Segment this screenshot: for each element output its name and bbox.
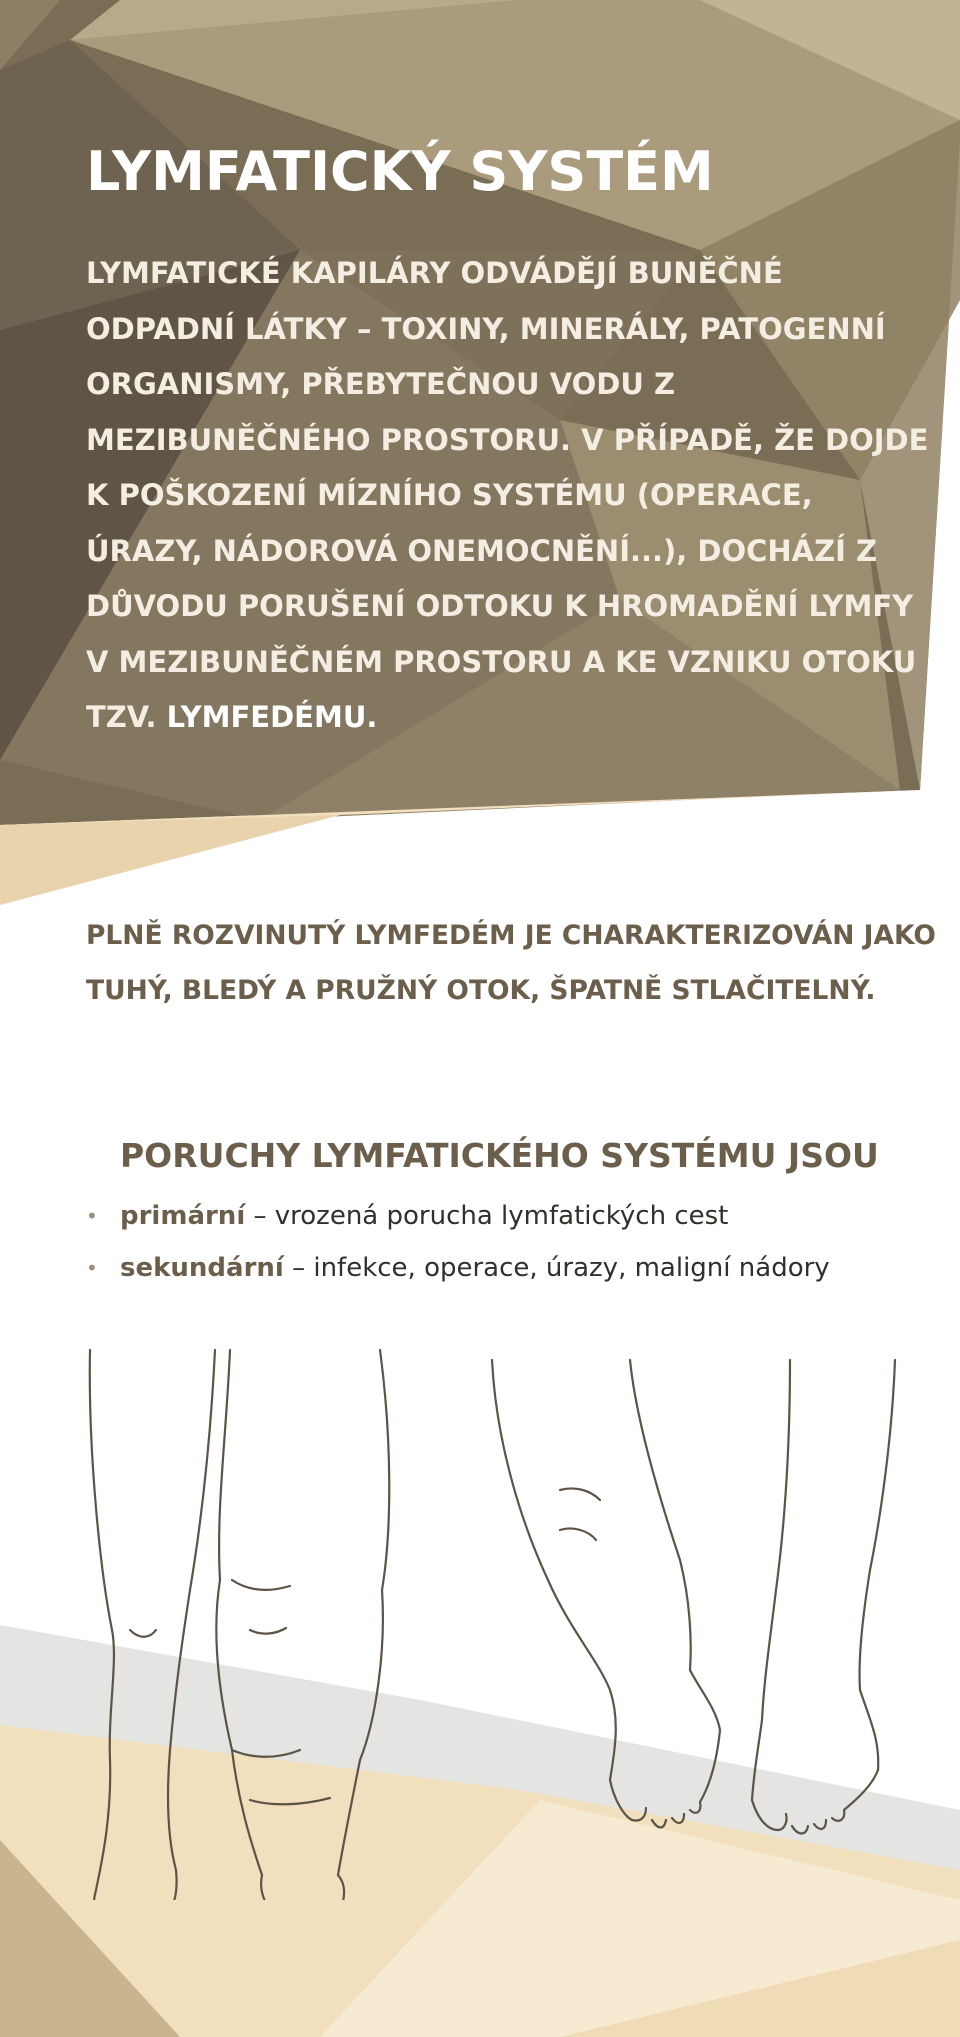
list-item-term: sekundární [120, 1253, 284, 1283]
arm-outline [859, 1360, 895, 1770]
skin-fold [560, 1488, 600, 1540]
leg-outline [168, 1350, 215, 1870]
list-item [86, 1190, 946, 1242]
swollen-arm-outline [492, 1360, 616, 1780]
list-item [86, 1242, 946, 1294]
swollen-leg-outline [338, 1350, 389, 1875]
foot-outline [94, 1870, 177, 1900]
swollen-arm-outline [630, 1360, 720, 1730]
bullet-icon: • [86, 1256, 98, 1280]
disorders-list [86, 1190, 946, 1294]
list-item-text: – vrozená porucha lymfatických cest [245, 1201, 729, 1231]
arms-lymphedema-illustration [492, 1360, 895, 1834]
leg-outline [90, 1350, 114, 1890]
disorders-heading: PORUCHY LYMFATICKÉHO SYSTÉMU JSOU [120, 1136, 879, 1175]
arm-outline [752, 1360, 790, 1800]
hand-outline [610, 1730, 720, 1828]
swollen-leg-outline [216, 1350, 262, 1875]
bullet-icon: • [86, 1204, 98, 1228]
page-title: LYMFATICKÝ SYSTÉM [86, 140, 714, 203]
intro-paragraph [86, 246, 936, 746]
intro-text: LYMFATICKÉ KAPILÁRY ODVÁDĚJÍ BUNĚČNÉ ODPADNÍ LÁTKY – TOXINY, MINERÁLY, PATOGENNÍ ORGANISMY, PŘEBYTEČNOU VODU Z MEZIBUNĚČNÉHO PROSTORU. V PŘÍPADĚ, ŽE DOJDE K POŠKOZENÍ MÍZNÍHO SYSTÉMU (OPERACE, ÚRAZY, NÁDOROVÁ ONEMOCNĚNÍ...), DOCHÁZÍ Z DŮVODU PORUŠENÍ ODTOKU K HROMADĚNÍ LYMFY V MEZIBUNĚČNÉM PROSTORU A KE VZNIKU OTOKU TZV. [86, 256, 929, 734]
beige-strip-facet [0, 815, 340, 905]
hand-outline [752, 1770, 878, 1834]
knee-line [130, 1630, 156, 1637]
foot-outline [261, 1875, 344, 1900]
skin-fold [232, 1580, 290, 1634]
legs-lymphedema-illustration [90, 1350, 389, 1900]
skin-fold [232, 1750, 330, 1804]
list-item-term: primární [120, 1201, 246, 1231]
intro-emphasis: LYMFEDÉMU. [166, 700, 378, 734]
description-paragraph: PLNĚ ROZVINUTÝ LYMFEDÉM JE CHARAKTERIZOVÁN JAKO TUHÝ, BLEDÝ A PRUŽNÝ OTOK, ŠPATNĚ STLAČITELNÝ. [86, 920, 936, 1006]
list-item-text: – infekce, operace, úrazy, maligní nádory [283, 1253, 830, 1283]
